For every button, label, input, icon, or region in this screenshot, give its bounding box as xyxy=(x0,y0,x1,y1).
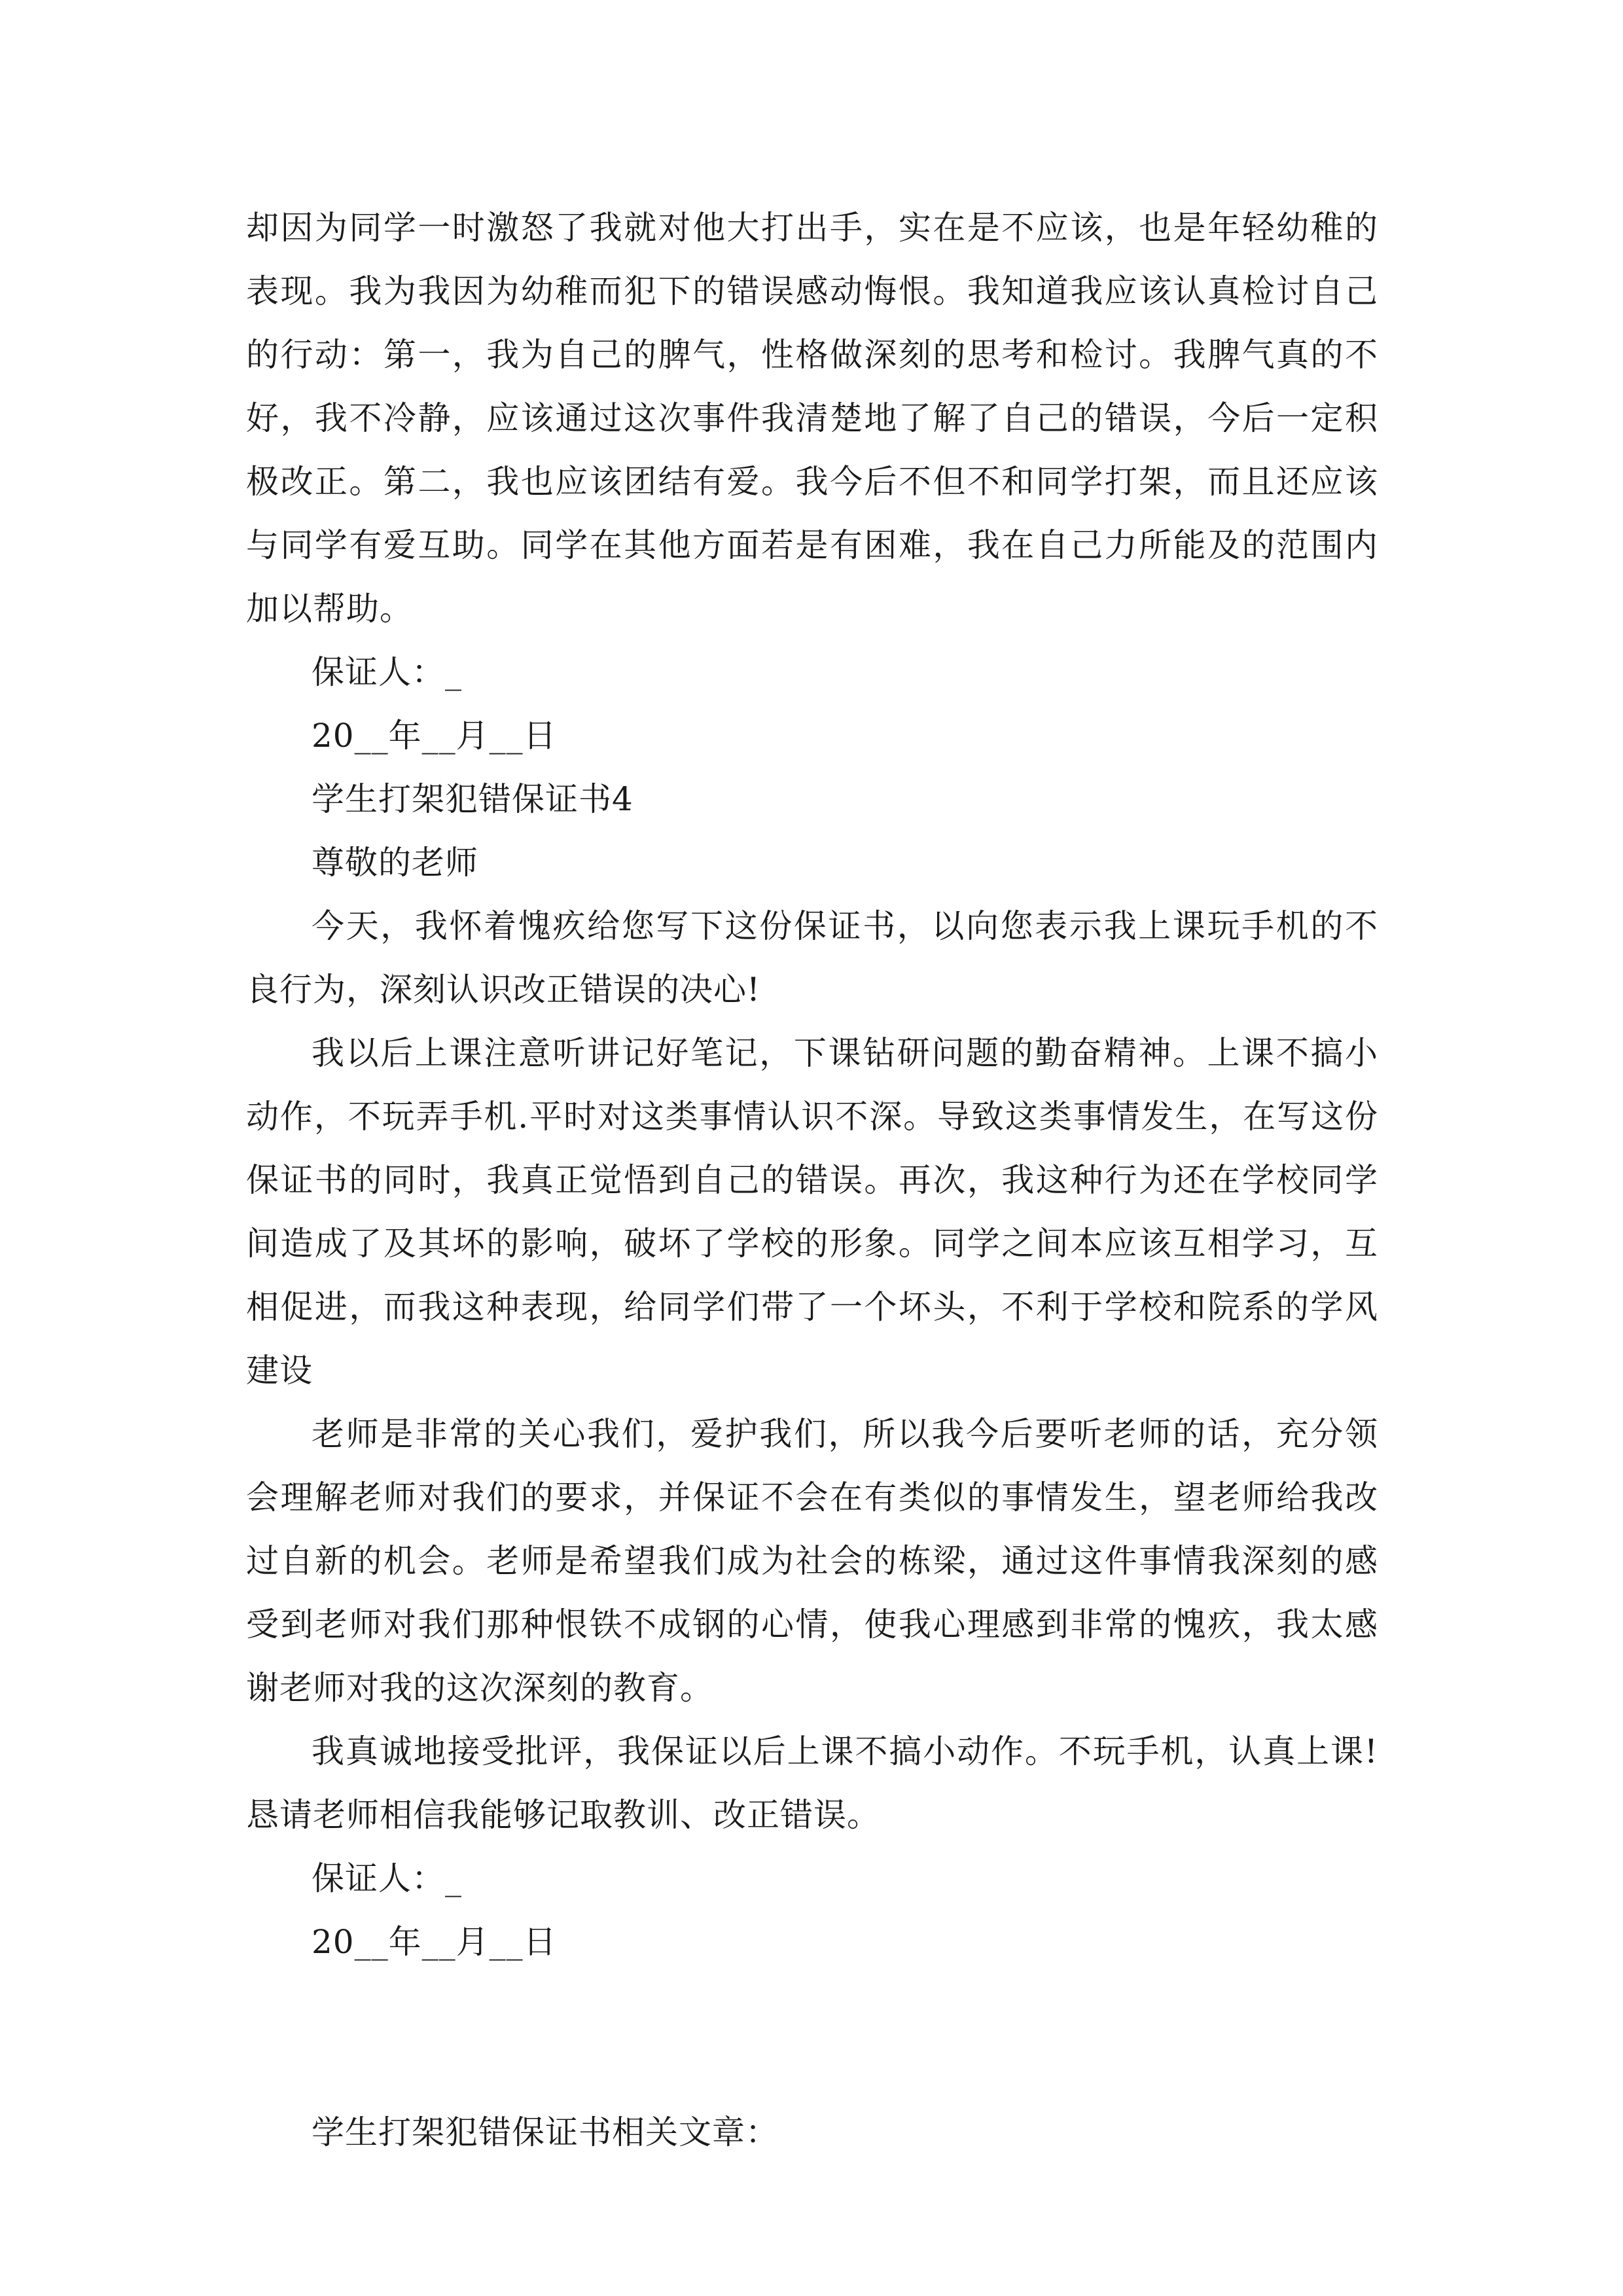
salutation: 尊敬的老师 xyxy=(312,844,478,882)
paragraph-continuation: 却因为同学一时激怒了我就对他大打出手，实在是不应该，也是年轻幼稚的表现。我为我因为幼稚而犯下的错误感动悔恨。我知道我应该认真检讨自己的行动：第一，我为自己的脾气，性格做深刻的思考和检讨。我脾气真的不好，我不冷静，应该通过这次事件我清楚地了解了自己的错误，今后一定积极改正。第二，我也应该团结有爱。我今后不但不和同学打架，而且还应该与同学有爱互助。同学在其他方面若是有困难，我在自己力所能及的范围内加以帮助。 xyxy=(246,209,1378,628)
related-articles-heading: 学生打架犯错保证书相关文章： xyxy=(312,2113,779,2151)
date-line-2: 20__年__月__日 xyxy=(312,1923,557,1961)
paragraph-body-2: 老师是非常的关心我们，爱护我们，所以我今后要听老师的话，充分领会理解老师对我们的要求，并保证不会在有类似的事情发生，望老师给我改过自新的机会。老师是希望我们成为社会的栋梁，通过这件事情我深刻的感受到老师对我们那种恨铁不成钢的心情，使我心理感到非常的愧疚，我太感谢老师对我的这次深刻的教育。 xyxy=(246,1415,1378,1707)
paragraph-body-3: 我真诚地接受批评，我保证以后上课不搞小动作。不玩手机，认真上课!恳请老师相信我能够记取教训、改正错误。 xyxy=(246,1732,1378,1834)
guarantor-line-2: 保证人：_ xyxy=(312,1859,462,1897)
paragraph-body-1: 我以后上课注意听讲记好笔记，下课钻研问题的勤奋精神。上课不搞小动作，不玩弄手机.平时对这类事情认识不深。导致这类事情发生，在写这份保证书的同时，我真正觉悟到自己的错误。再次，我这种行为还在学校同学间造成了及其坏的影响，破坏了学校的形象。同学之间本应该互相学习，互相促进，而我这种表现，给同学们带了一个坏头，不利于学校和院系的学风建设 xyxy=(246,1034,1378,1390)
section-title: 学生打架犯错保证书4 xyxy=(312,780,633,818)
document-body xyxy=(246,196,1378,2164)
guarantor-line: 保证人：_ xyxy=(312,653,462,691)
date-line: 20__年__月__日 xyxy=(312,717,557,755)
paragraph-intro: 今天，我怀着愧疚给您写下这份保证书，以向您表示我上课玩手机的不良行为，深刻认识改正错误的决心! xyxy=(246,907,1378,1009)
